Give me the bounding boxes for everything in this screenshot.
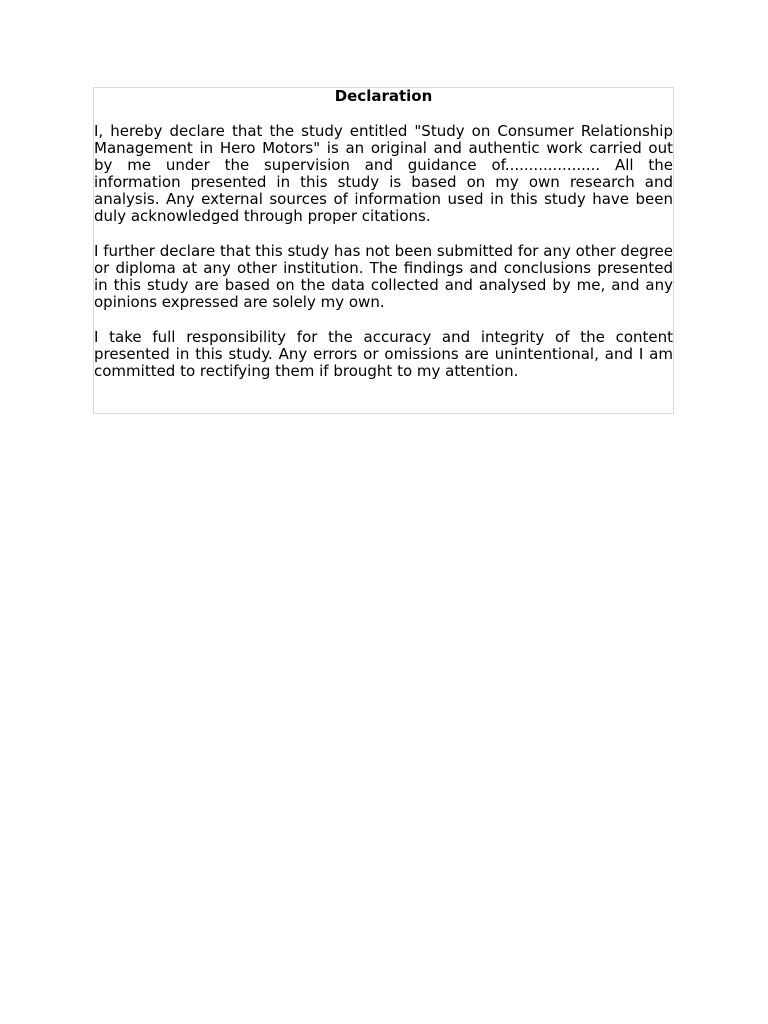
declaration-paragraph-1: I, hereby declare that the study entitled "Study on Consumer Relationship Management in Hero Motors" is an original and authentic work carried out by me under the supervision and guidance of.................... All the information presented in this study is based on my own research and analysis. Any external sources of information used in this study have been duly acknowledged through proper citations. xyxy=(94,122,673,225)
page-title: Declaration xyxy=(334,87,433,105)
declaration-box xyxy=(93,87,674,414)
declaration-paragraph-3: I take full responsibility for the accuracy and integrity of the content presented in this study. Any errors or omissions are unintentional, and I am committed to rectifying them if brought to my attention. xyxy=(94,328,673,380)
declaration-paragraph-2: I further declare that this study has not been submitted for any other degree or diploma at any other institution. The findings and conclusions presented in this study are based on the data collected and analysed by me, and any opinions expressed are solely my own. xyxy=(94,242,673,311)
